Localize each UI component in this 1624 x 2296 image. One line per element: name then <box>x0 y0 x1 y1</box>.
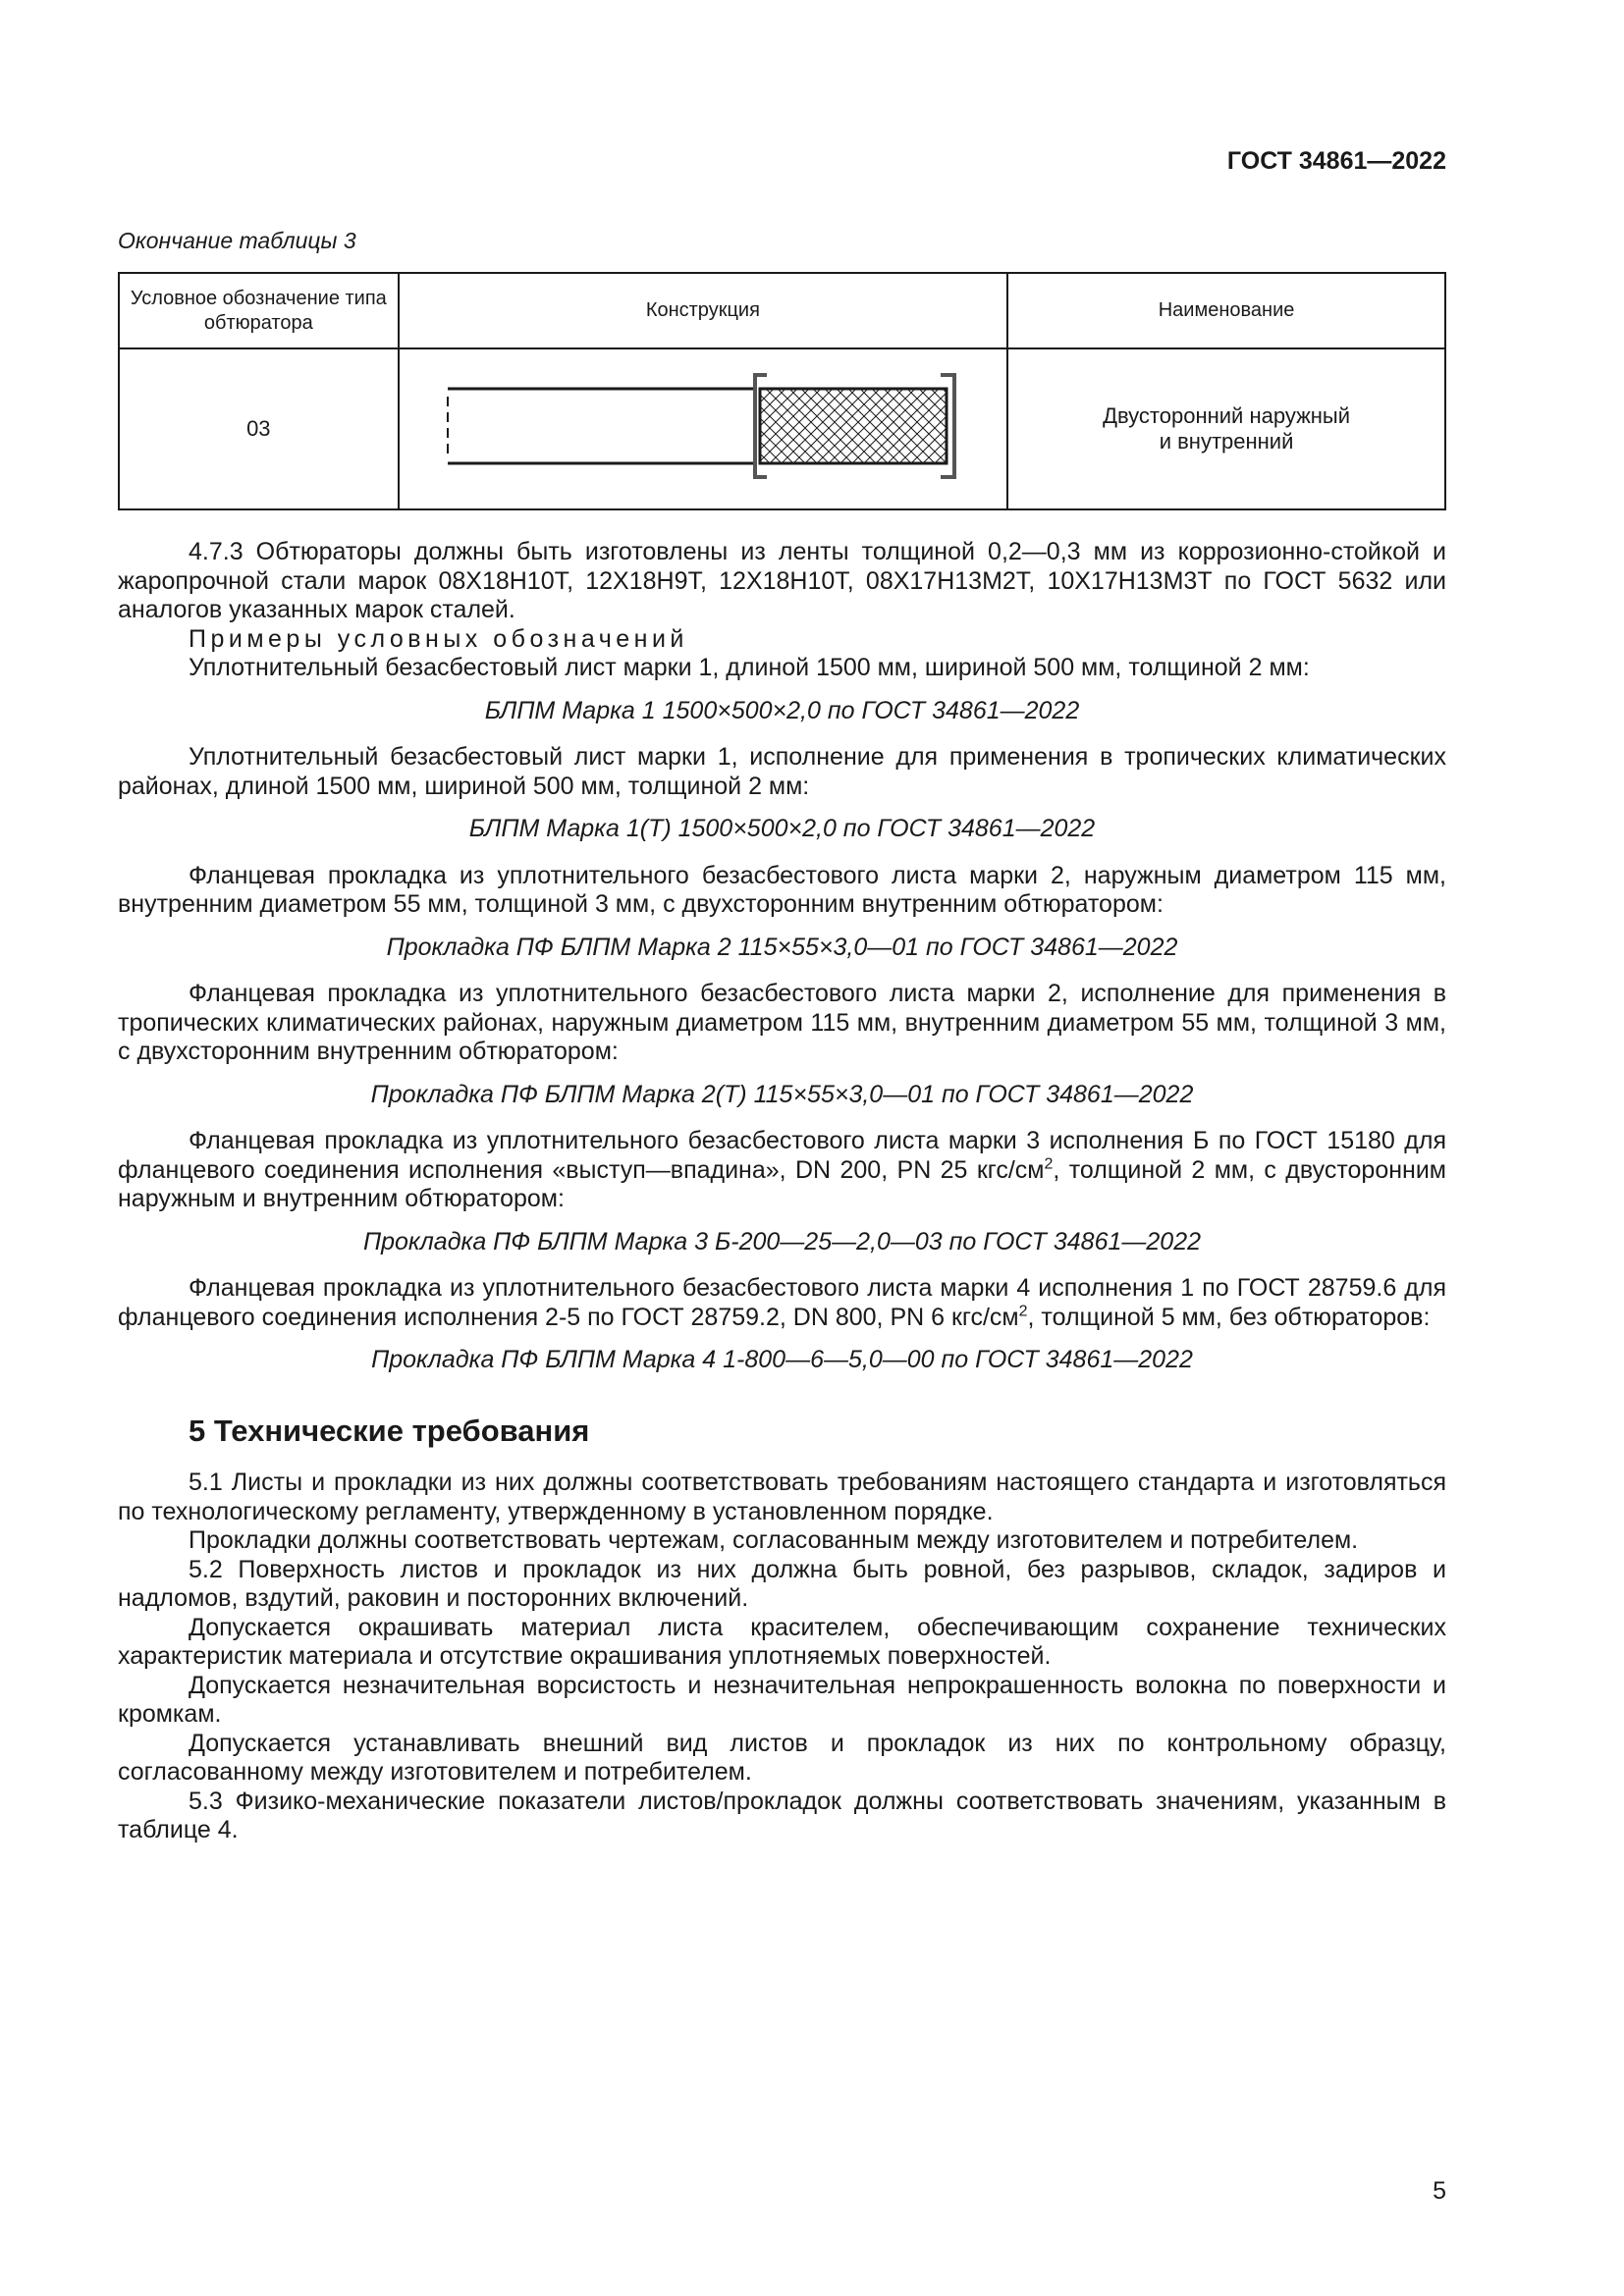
examples-title: Примеры условных обозначений <box>189 624 688 653</box>
body-text <box>118 538 1446 1845</box>
table-header-row <box>119 273 1445 348</box>
superscript-2: 2 <box>1044 1155 1054 1173</box>
page-number: 5 <box>1433 2177 1446 2205</box>
cell-name-line1: Двусторонний наружный <box>1103 403 1351 428</box>
example-6-desc-b: , толщиной 5 мм, без обтюраторов: <box>1027 1303 1431 1331</box>
example-5-designation: Прокладка ПФ БЛПМ Марка 3 Б-200—25—2,0—03 по ГОСТ 34861—2022 <box>362 1227 1202 1255</box>
col-header-construction: Конструкция <box>399 273 1007 348</box>
cell-code: 03 <box>119 348 399 509</box>
paragraph-5-2-b: Допускается окрашивать материал листа красителем, обеспечивающим сохранение технических характеристик материала и отсутствие окрашивания уплотняемых поверхностей. <box>118 1613 1446 1670</box>
cell-construction <box>399 348 1007 509</box>
example-3-designation: Прокладка ПФ БЛПМ Марка 2 115×55×3,0—01 по ГОСТ 34861—2022 <box>386 933 1178 961</box>
example-5-desc-b: , толщиной 2 мм, с двусторонним наружным и внутренним обтюратором: <box>118 1155 1446 1212</box>
example-6-desc-a: Фланцевая прокладка из уплотнительного безасбестового листа марки 4 исполнения 1 по ГОСТ 28759.6 для фланцевого соединения исполнения 2-5 по ГОСТ 28759.2, DN 800, PN 6 кгс/см <box>118 1274 1446 1331</box>
paragraph-5-3: 5.3 Физико-механические показатели листов/прокладок должны соответствовать значениям, указанным в таблице 4. <box>118 1787 1446 1843</box>
paragraph-5-1: 5.1 Листы и прокладки из них должны соответствовать требованиям настоящего стандарта и изготовляться по технологическому регламенту, утвержденному в установленном порядке. <box>118 1468 1446 1525</box>
example-2-designation: БЛПМ Марка 1(Т) 1500×500×2,0 по ГОСТ 34861—2022 <box>468 815 1096 842</box>
table-caption: Окончание таблицы 3 <box>118 228 356 253</box>
example-5-description <box>118 1127 1446 1214</box>
section-5-title: 5 Технические требования <box>189 1413 590 1448</box>
paragraph-5-1-b: Прокладки должны соответствовать чертежам, согласованным между изготовителем и потребителем. <box>189 1526 1359 1554</box>
col-header-name: Наименование <box>1007 273 1445 348</box>
table-row <box>119 348 1445 509</box>
example-2-description: Уплотнительный безасбестовый лист марки 1, исполнение для применения в тропических климатических районах, длиной 1500 мм, шириной 500 мм, толщиной 2 мм: <box>118 743 1446 800</box>
example-1-designation: БЛПМ Марка 1 1500×500×2,0 по ГОСТ 34861—2022 <box>484 696 1080 724</box>
standard-code: ГОСТ 34861—2022 <box>1226 147 1446 175</box>
example-4-description: Фланцевая прокладка из уплотнительного безасбестового листа марки 2, исполнение для применения в тропических климатических районах, наружным диаметром 115 мм, внутренним диаметром 55 мм, толщиной 3 мм, с двухсторонним внутренним обтюратором: <box>118 980 1446 1065</box>
cell-name <box>1007 348 1445 509</box>
obturator-drawing <box>428 357 978 495</box>
example-6-description <box>118 1274 1446 1332</box>
gasket-hatched <box>760 389 947 463</box>
example-3-description: Фланцевая прокладка из уплотнительного безасбестового листа марки 2, наружным диаметром 115 мм, внутренним диаметром 55 мм, толщиной 3 мм, с двухсторонним внутренним обтюратором: <box>118 861 1446 918</box>
example-4-designation: Прокладка ПФ БЛПМ Марка 2(Т) 115×55×3,0—01 по ГОСТ 34861—2022 <box>370 1080 1194 1108</box>
obturator-table <box>118 272 1446 510</box>
example-5-desc-a: Фланцевая прокладка из уплотнительного безасбестового листа марки 3 исполнения Б по ГОСТ 15180 для фланцевого соединения исполнения «выступ—впадина», DN 200, PN 25 кгс/см <box>118 1127 1446 1184</box>
paragraph-5-2-c: Допускается незначительная ворсистость и незначительная непрокрашенность волокна по поверхности и кромкам. <box>118 1671 1446 1728</box>
example-6-designation: Прокладка ПФ БЛПМ Марка 4 1-800—6—5,0—00 по ГОСТ 34861—2022 <box>371 1346 1193 1373</box>
superscript-2: 2 <box>1018 1303 1028 1320</box>
paragraph-5-2: 5.2 Поверхность листов и прокладок из них должна быть ровной, без разрывов, складок, задиров и надломов, вздутий, раковин и посторонних включений. <box>118 1555 1446 1612</box>
cell-name-line2: и внутренний <box>1159 429 1294 454</box>
paragraph-5-2-d: Допускается устанавливать внешний вид листов и прокладок из них по контрольному образцу, согласованному между изготовителем и потребителем. <box>118 1729 1446 1786</box>
col-header-code: Условное обозначение типа обтюратора <box>119 273 399 348</box>
example-1-description: Уплотнительный безасбестовый лист марки 1, длиной 1500 мм, шириной 500 мм, толщиной 2 мм: <box>189 654 1310 681</box>
paragraph-4-7-3: 4.7.3 Обтюраторы должны быть изготовлены из ленты толщиной 0,2—0,3 мм из коррозионно-стойкой и жаропрочной стали марок 08Х18Н10Т, 12Х18Н9Т, 12Х18Н10Т, 08Х17Н13М2Т, 10Х17Н13М3Т по ГОСТ 5632 или аналогов указанных марок сталей. <box>118 538 1446 623</box>
